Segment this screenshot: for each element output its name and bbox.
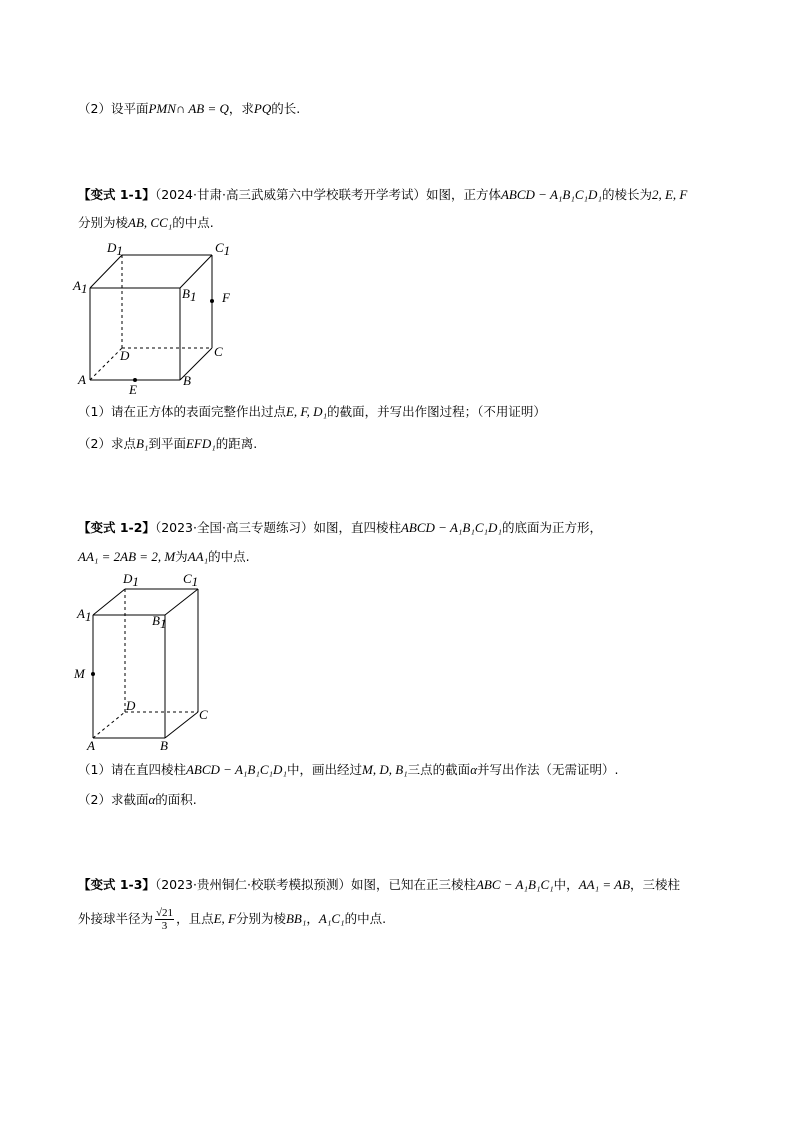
point-M xyxy=(91,672,95,676)
text: 求点 xyxy=(110,436,136,451)
text: 的面积. xyxy=(155,792,197,807)
label-D: D xyxy=(126,698,136,713)
text: 请在正方体的表面完整作出过点 xyxy=(110,404,286,419)
label-D1: D1 xyxy=(123,571,139,589)
variant-1-3-stem-line1 xyxy=(78,877,680,893)
label-C: C xyxy=(199,707,208,722)
math: M, D, B₁ xyxy=(361,762,408,777)
label-D: D xyxy=(120,348,130,363)
text: 的中点. xyxy=(208,549,250,564)
label-E: E xyxy=(129,382,137,397)
math: ABCD − A₁B₁C₁D₁ xyxy=(500,187,602,202)
text: ， xyxy=(306,911,319,926)
part-number: （1） xyxy=(78,762,111,777)
label-A1: A1 xyxy=(73,278,88,296)
text: 中， xyxy=(553,877,579,892)
part-number: （2） xyxy=(78,436,111,451)
math: PQ xyxy=(253,101,272,116)
math: PMN∩ AB = Q xyxy=(148,101,229,116)
prev-question-part-2 xyxy=(78,101,300,117)
label-M: M xyxy=(74,666,85,681)
part-number: （2） xyxy=(78,792,111,807)
text: 求截面 xyxy=(110,792,149,807)
text: 如图，正方体 xyxy=(425,187,501,202)
math: BB₁ xyxy=(285,911,307,926)
text: 的中点. xyxy=(344,911,387,926)
radius-fraction xyxy=(155,907,174,932)
text: 到平面 xyxy=(148,436,186,451)
variant-1-2-part-2 xyxy=(78,792,197,808)
math: α xyxy=(470,762,478,777)
label-A: A xyxy=(78,372,86,387)
label-D1: D1 xyxy=(107,240,123,258)
variant-tag: 【变式 1-3】 xyxy=(78,877,155,892)
label-B: B xyxy=(183,373,191,388)
math: ABCD − A₁B₁C₁D₁ xyxy=(400,520,502,535)
source: （2023·贵州铜仁·校联考模拟预测） xyxy=(154,877,351,892)
variant-1-1-stem-line1 xyxy=(78,187,687,203)
math: AA₁ = 2AB = 2, M xyxy=(78,549,176,564)
variant-1-3-stem-line2 xyxy=(78,904,386,934)
variant-tag: 【变式 1-1】 xyxy=(78,187,155,202)
math: E, F xyxy=(213,911,236,926)
label-B1: B1 xyxy=(182,286,197,304)
text: 三点的截面 xyxy=(407,762,471,777)
text: 为 xyxy=(175,549,188,564)
math: ABC − A₁B₁C₁ xyxy=(475,877,554,892)
label-A: A xyxy=(87,738,95,753)
math: AB, CC₁ xyxy=(128,215,173,230)
math: ABCD − A₁B₁C₁D₁ xyxy=(185,762,287,777)
variant-1-1-part-2 xyxy=(78,436,257,452)
label-C: C xyxy=(214,344,223,359)
prism-figure xyxy=(70,570,230,755)
label-C1: C1 xyxy=(183,571,199,589)
math: A₁C₁ xyxy=(318,911,345,926)
text: ，三棱柱 xyxy=(630,877,681,892)
part-number: （2） xyxy=(78,101,111,116)
text: ，且点 xyxy=(176,911,214,926)
math: B₁ xyxy=(135,436,149,451)
variant-1-2-stem-line2 xyxy=(78,549,250,565)
text: 的长. xyxy=(271,101,301,116)
label-C1: C1 xyxy=(215,240,231,258)
fraction-denominator: 3 xyxy=(161,920,168,932)
text: ，求 xyxy=(228,101,254,116)
math: 2, E, F xyxy=(651,187,688,202)
label-B: B xyxy=(160,738,168,753)
text: 的底面为正方形， xyxy=(501,520,602,535)
label-B1: B1 xyxy=(152,613,167,631)
text: 并写出作法（无需证明）. xyxy=(477,762,619,777)
cube-figure xyxy=(70,238,250,398)
variant-tag: 【变式 1-2】 xyxy=(78,520,155,535)
math: EFD₁ xyxy=(185,436,216,451)
fraction-numerator: √21 xyxy=(156,907,174,919)
text: 如图，已知在正三棱柱 xyxy=(350,877,476,892)
text: 的截面，并写出作图过程；（不用证明） xyxy=(327,404,546,419)
text: 设平面 xyxy=(110,101,149,116)
part-number: （1） xyxy=(78,404,111,419)
text: 分别为棱 xyxy=(78,215,129,230)
math: AA₁ = AB xyxy=(578,877,631,892)
math: AA₁ xyxy=(187,549,209,564)
variant-1-2-stem-line1 xyxy=(78,520,602,536)
text: 中，画出经过 xyxy=(286,762,362,777)
text: 的距离. xyxy=(215,436,258,451)
source: （2024·甘肃·高三武威第六中学校联考开学考试） xyxy=(154,187,426,202)
text: 如图，直四棱柱 xyxy=(313,520,401,535)
text: 外接球半径为 xyxy=(78,911,154,926)
math: α xyxy=(148,792,156,807)
point-F xyxy=(210,299,214,303)
text: 分别为棱 xyxy=(235,911,286,926)
text: 的中点. xyxy=(172,215,214,230)
math: E, F, D₁ xyxy=(285,404,328,419)
text: 的棱长为 xyxy=(601,187,652,202)
text: 请在直四棱柱 xyxy=(110,762,186,777)
variant-1-1-part-1 xyxy=(78,404,546,420)
label-F: F xyxy=(222,290,230,305)
variant-1-1-stem-line2 xyxy=(78,215,214,231)
source: （2023·全国·高三专题练习） xyxy=(154,520,314,535)
label-A1: A1 xyxy=(77,606,92,624)
variant-1-2-part-1 xyxy=(78,762,619,778)
